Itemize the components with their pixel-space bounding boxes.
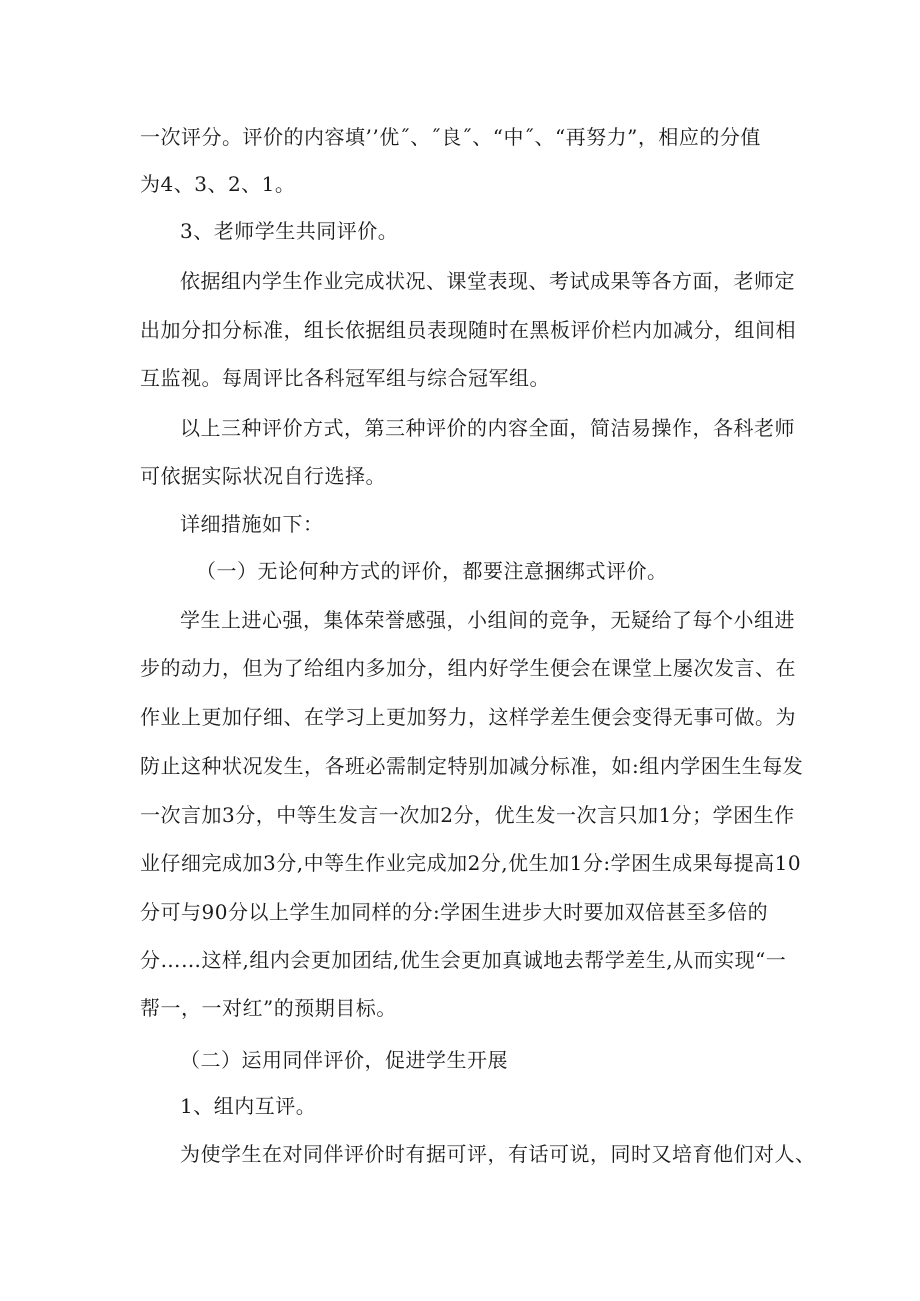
text-line: 作业上更加仔细、在学习上更加努力，这样学差生便会变得无事可做。为 (140, 705, 796, 729)
text-line: 3、老师学生共同评价。 (180, 219, 399, 243)
text-line: 1、组内互评。 (180, 1094, 317, 1118)
text-line: 分可与90分以上学生加同样的分:学困生进步大时要加双倍甚至多倍的 (140, 900, 769, 924)
text-line: 可依据实际状况自行选择。 (140, 464, 386, 488)
text-line: 为4、3、2、1。 (140, 172, 296, 196)
section-heading: （二）运用同伴评价，促进学生开展 (180, 1048, 508, 1072)
text-line: 以上三种评价方式，第三种评价的内容全面，简洁易操作，各科老师 (180, 416, 795, 440)
text-line: 为使学生在对同伴评价时有据可评，有话可说，同时又培育他们对人、 (180, 1142, 816, 1166)
text-line: 步的动力，但为了给组内多加分，组内好学生便会在课堂上屡次发言、在 (140, 656, 796, 680)
section-heading: （一）无论何种方式的评价，都要注意捆绑式评价。 (196, 559, 668, 583)
text-line: 分……这样,组内会更加团结,优生会更加真诚地去帮学差生,从而实现“一 (140, 948, 787, 972)
text-line: 依据组内学生作业完成状况、课堂表现、考试成果等各方面，老师定 (180, 269, 795, 293)
text-line: 详细措施如下： (180, 512, 324, 536)
text-line: 一次言加3分，中等生发言一次加2分，优生发一次言只加1分；学困生作 (140, 803, 795, 827)
text-line: 防止这种状况发生，各班必需制定特别加减分标准，如:组内学困生生每发 (140, 754, 804, 778)
text-line: 学生上进心强，集体荣誉感强，小组间的竞争，无疑给了每个小组进 (180, 608, 795, 632)
text-line: 出加分扣分标准，组长依据组员表现随时在黑板评价栏内加减分，组间相 (140, 318, 796, 342)
text-line: 业仔细完成加3分,中等生作业完成加2分,优生加1分:学困生成果每提高10 (140, 851, 802, 875)
text-line: 一次评分。评价的内容填’’优˝、˝良˝、“中˝、“再努力”，相应的分值 (140, 125, 761, 149)
text-line: 互监视。每周评比各科冠军组与综合冠军组。 (140, 366, 550, 390)
text-line: 帮一，一对红”的预期目标。 (140, 996, 397, 1020)
